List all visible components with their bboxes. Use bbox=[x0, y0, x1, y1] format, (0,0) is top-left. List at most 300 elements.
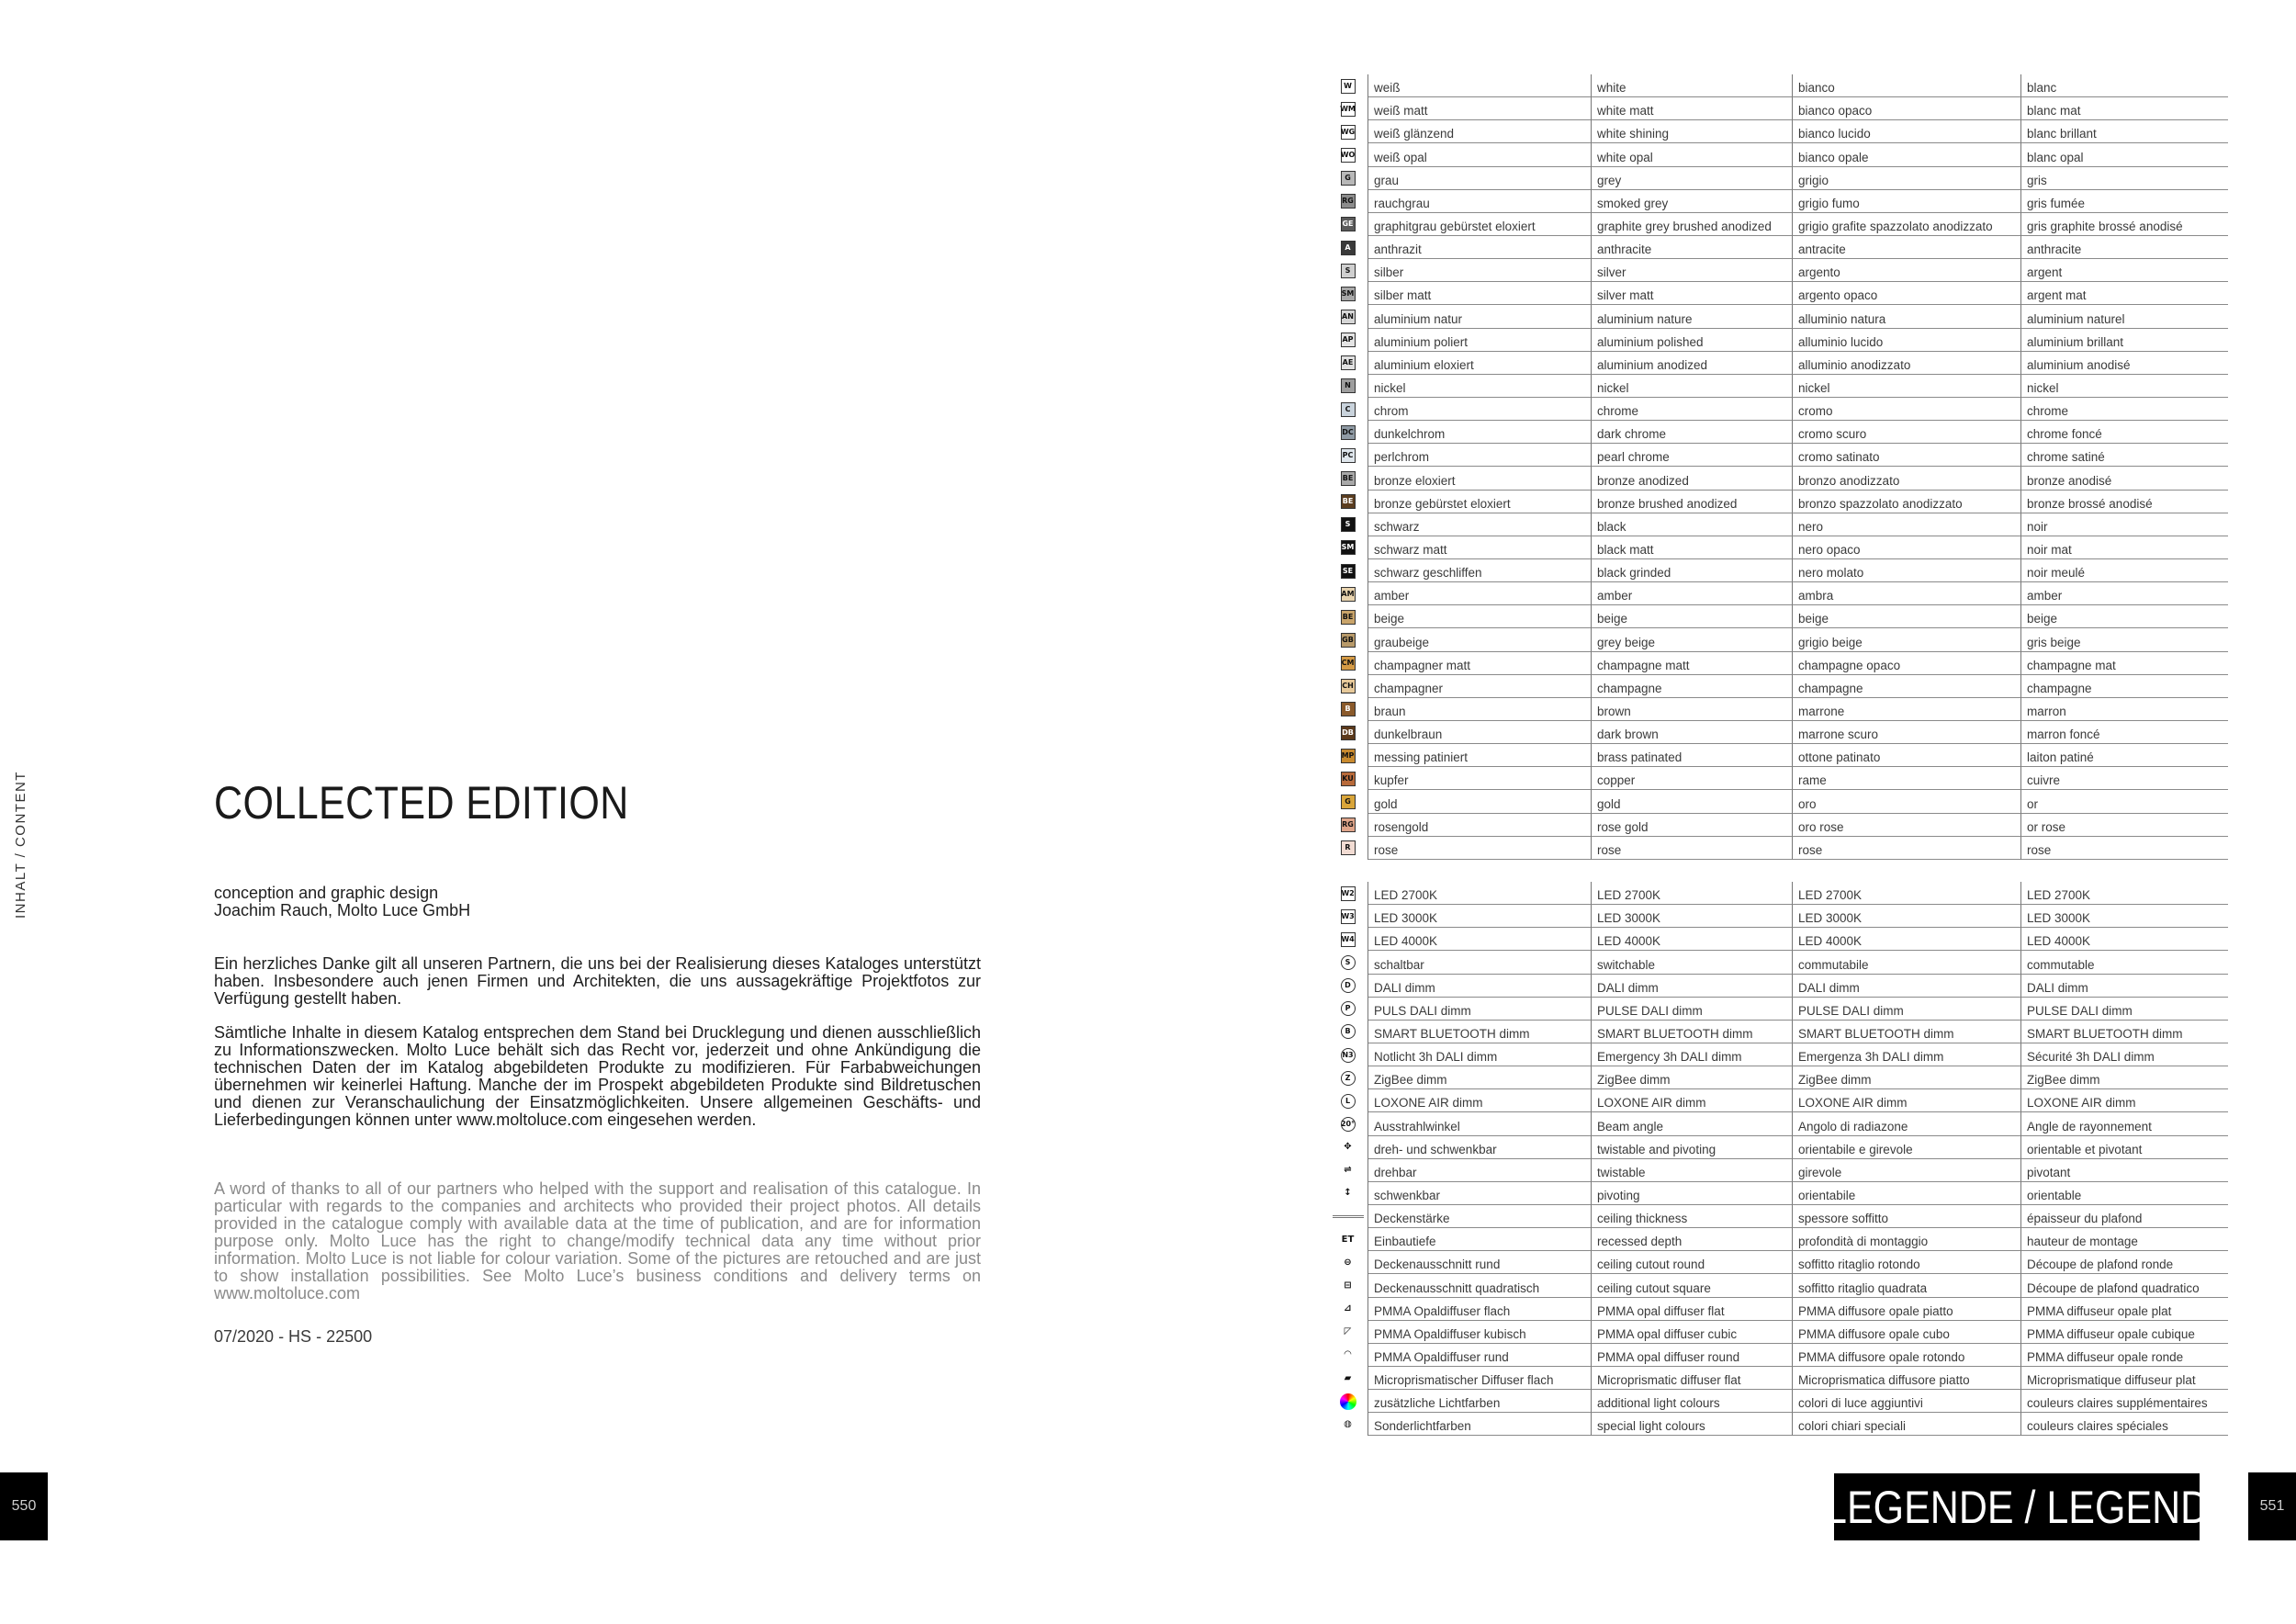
legend-de-label: gold bbox=[1368, 790, 1592, 813]
legend-en-label: pivoting bbox=[1592, 1182, 1793, 1205]
legend-icon-cell bbox=[1328, 1344, 1368, 1367]
legend-en-label: rose gold bbox=[1592, 814, 1793, 837]
legend-fr-label: gris fumée bbox=[2021, 190, 2228, 213]
legend-fr-label: aluminium naturel bbox=[2021, 305, 2228, 328]
legend-it-label: marrone scuro bbox=[1793, 721, 2021, 744]
legend-row bbox=[1328, 1112, 2228, 1135]
color-swatch-icon: KU bbox=[1341, 772, 1356, 786]
legend-fr-label: gris graphite brossé anodisé bbox=[2021, 213, 2228, 236]
legend-row bbox=[1328, 1021, 2228, 1043]
legend-icon-cell bbox=[1328, 120, 1368, 143]
legend-it-label: grigio beige bbox=[1793, 628, 2021, 651]
legend-row bbox=[1328, 882, 2228, 905]
legend-fr-label: noir meulé bbox=[2021, 559, 2228, 582]
legend-row bbox=[1328, 190, 2228, 213]
legend-it-label: LED 2700K bbox=[1793, 882, 2021, 905]
legend-de-label: schaltbar bbox=[1368, 951, 1592, 974]
legend-de-label: messing patiniert bbox=[1368, 744, 1592, 767]
legend-icon-cell bbox=[1328, 513, 1368, 536]
legend-it-label: grigio fumo bbox=[1793, 190, 2021, 213]
legend-fr-label: rose bbox=[2021, 837, 2228, 860]
legend-icon-cell bbox=[1328, 97, 1368, 120]
legend-fr-label: blanc opal bbox=[2021, 143, 2228, 166]
legend-it-label: nero opaco bbox=[1793, 536, 2021, 559]
legend-fr-label: nickel bbox=[2021, 375, 2228, 398]
color-swatch-icon: A bbox=[1341, 241, 1356, 255]
legend-title-box bbox=[1824, 1473, 2210, 1540]
legend-row bbox=[1328, 467, 2228, 490]
feature-icon: W4 bbox=[1341, 932, 1356, 947]
legend-icon-cell bbox=[1328, 814, 1368, 837]
color-swatch-icon: SM bbox=[1341, 540, 1356, 555]
legend-row bbox=[1328, 491, 2228, 513]
legend-en-label: twistable bbox=[1592, 1159, 1793, 1182]
legend-fr-label: amber bbox=[2021, 582, 2228, 605]
legend-row bbox=[1328, 74, 2228, 97]
legend-it-label: grigio bbox=[1793, 167, 2021, 190]
legend-it-label: PULSE DALI dimm bbox=[1793, 998, 2021, 1021]
legend-fr-label: noir bbox=[2021, 513, 2228, 536]
feature-icon: ↕ bbox=[1338, 1186, 1358, 1201]
legend-fr-label: blanc bbox=[2021, 74, 2228, 97]
legend-fr-label: épaisseur du plafond bbox=[2021, 1205, 2228, 1228]
color-swatch-icon: G bbox=[1341, 795, 1356, 809]
credit-line-1: conception and graphic design bbox=[214, 884, 439, 902]
feature-icon: S bbox=[1341, 955, 1356, 970]
legend-fr-label: commutable bbox=[2021, 951, 2228, 974]
legend-en-label: champagne bbox=[1592, 675, 1793, 698]
legend-de-label: beige bbox=[1368, 605, 1592, 628]
legend-icon-cell bbox=[1328, 1251, 1368, 1274]
legend-it-label: nickel bbox=[1793, 375, 2021, 398]
edition-code: 07/2020 - HS - 22500 bbox=[214, 1327, 373, 1346]
legend-icon-cell bbox=[1328, 167, 1368, 190]
legend-it-label: girevole bbox=[1793, 1159, 2021, 1182]
legend-de-label: schwarz geschliffen bbox=[1368, 559, 1592, 582]
color-swatch-icon: PC bbox=[1341, 448, 1356, 463]
legend-en-label: Microprismatic diffuser flat bbox=[1592, 1367, 1793, 1390]
legend-it-label: SMART BLUETOOTH dimm bbox=[1793, 1021, 2021, 1043]
legend-en-label: ZigBee dimm bbox=[1592, 1066, 1793, 1089]
legend-it-label: argento opaco bbox=[1793, 282, 2021, 305]
color-swatch-icon: WM bbox=[1341, 102, 1356, 117]
legend-en-label: aluminium anodized bbox=[1592, 352, 1793, 375]
legend-icon-cell bbox=[1328, 882, 1368, 905]
legend-de-label: weiß glänzend bbox=[1368, 120, 1592, 143]
legend-row bbox=[1328, 582, 2228, 605]
legend-de-label: LED 3000K bbox=[1368, 905, 1592, 928]
legend-fr-label: marron bbox=[2021, 698, 2228, 721]
legend-en-label: additional light colours bbox=[1592, 1390, 1793, 1413]
legend-fr-label: gris beige bbox=[2021, 628, 2228, 651]
legend-icon-cell bbox=[1328, 1321, 1368, 1344]
legend-icon-cell bbox=[1328, 143, 1368, 166]
legend-it-label: soffitto ritaglio quadrata bbox=[1793, 1274, 2021, 1297]
legend-fr-label: beige bbox=[2021, 605, 2228, 628]
page-number-right: 551 bbox=[2248, 1472, 2296, 1540]
color-swatch-icon: BE bbox=[1341, 610, 1356, 625]
legend-it-label: LED 3000K bbox=[1793, 905, 2021, 928]
legend-de-label: kupfer bbox=[1368, 767, 1592, 790]
legend-icon-cell bbox=[1328, 282, 1368, 305]
legend-icon-cell bbox=[1328, 1021, 1368, 1043]
legend-it-label: antracite bbox=[1793, 236, 2021, 259]
legend-it-label: PMMA diffusore opale cubo bbox=[1793, 1321, 2021, 1344]
legend-de-label: silber bbox=[1368, 259, 1592, 282]
legend-fr-label: couleurs claires spéciales bbox=[2021, 1413, 2228, 1436]
feature-icon: ET bbox=[1338, 1233, 1358, 1247]
legend-row bbox=[1328, 398, 2228, 421]
legend-en-label: SMART BLUETOOTH dimm bbox=[1592, 1021, 1793, 1043]
legend-fr-label: champagne bbox=[2021, 675, 2228, 698]
legend-row bbox=[1328, 444, 2228, 467]
legend-en-label: twistable and pivoting bbox=[1592, 1136, 1793, 1159]
legend-it-label: rame bbox=[1793, 767, 2021, 790]
legend-it-label: bronzo anodizzato bbox=[1793, 467, 2021, 490]
legend-fr-label: LED 2700K bbox=[2021, 882, 2228, 905]
legend-row bbox=[1328, 605, 2228, 628]
legend-icon-cell bbox=[1328, 1182, 1368, 1205]
legend-fr-label: chrome satiné bbox=[2021, 444, 2228, 467]
legend-it-label: ottone patinato bbox=[1793, 744, 2021, 767]
legend-fr-label: bronze brossé anodisé bbox=[2021, 491, 2228, 513]
legend-en-label: white shining bbox=[1592, 120, 1793, 143]
legend-icon-cell bbox=[1328, 236, 1368, 259]
legend-icon-cell bbox=[1328, 698, 1368, 721]
legend-en-label: ceiling thickness bbox=[1592, 1205, 1793, 1228]
legend-de-label: chrom bbox=[1368, 398, 1592, 421]
legend-row bbox=[1328, 1136, 2228, 1159]
legend-de-label: Notlicht 3h DALI dimm bbox=[1368, 1043, 1592, 1066]
legend-en-label: copper bbox=[1592, 767, 1793, 790]
legend-de-label: ZigBee dimm bbox=[1368, 1066, 1592, 1089]
color-swatch-icon: DC bbox=[1341, 425, 1356, 440]
legend-en-label: LED 2700K bbox=[1592, 882, 1793, 905]
legend-row bbox=[1328, 1089, 2228, 1112]
legend-en-label: amber bbox=[1592, 582, 1793, 605]
legend-icon-cell bbox=[1328, 74, 1368, 97]
legend-row bbox=[1328, 652, 2228, 675]
legend-it-label: LOXONE AIR dimm bbox=[1793, 1089, 2021, 1112]
color-swatch-icon: B bbox=[1341, 702, 1356, 716]
legend-de-label: weiß matt bbox=[1368, 97, 1592, 120]
legend-de-label: rose bbox=[1368, 837, 1592, 860]
legend-en-label: aluminium polished bbox=[1592, 329, 1793, 352]
legend-it-label: bianco bbox=[1793, 74, 2021, 97]
legend-en-label: bronze brushed anodized bbox=[1592, 491, 1793, 513]
legend-icon-cell bbox=[1328, 467, 1368, 490]
legend-de-label: Microprismatischer Diffuser flach bbox=[1368, 1367, 1592, 1390]
color-swatch-icon: SE bbox=[1341, 564, 1356, 579]
legend-icon-cell bbox=[1328, 582, 1368, 605]
legend-fr-label: aluminium brillant bbox=[2021, 329, 2228, 352]
legend-it-label: ambra bbox=[1793, 582, 2021, 605]
legend-de-label: Deckenausschnitt quadratisch bbox=[1368, 1274, 1592, 1297]
color-swatch-icon: AN bbox=[1341, 310, 1356, 324]
legend-de-label: aluminium natur bbox=[1368, 305, 1592, 328]
legend-en-label: black matt bbox=[1592, 536, 1793, 559]
legend-row bbox=[1328, 1344, 2228, 1367]
legend-en-label: recessed depth bbox=[1592, 1228, 1793, 1251]
legend-de-label: schwarz matt bbox=[1368, 536, 1592, 559]
color-swatch-icon: C bbox=[1341, 402, 1356, 417]
legend-fr-label: champagne mat bbox=[2021, 652, 2228, 675]
legend-it-label: oro rose bbox=[1793, 814, 2021, 837]
color-swatch-icon: DB bbox=[1341, 726, 1356, 740]
color-swatch-icon: CM bbox=[1341, 656, 1356, 671]
legend-fr-label: or bbox=[2021, 790, 2228, 813]
legend-de-label: rauchgrau bbox=[1368, 190, 1592, 213]
legend-icon-cell bbox=[1328, 559, 1368, 582]
legend-de-label: PMMA Opaldiffuser rund bbox=[1368, 1344, 1592, 1367]
legend-it-label: colori di luce aggiuntivi bbox=[1793, 1390, 2021, 1413]
legend-row bbox=[1328, 1413, 2228, 1436]
legend-de-label: schwenkbar bbox=[1368, 1182, 1592, 1205]
color-swatch-icon: WG bbox=[1341, 125, 1356, 140]
legend-icon-cell bbox=[1328, 1228, 1368, 1251]
legend-icon-cell bbox=[1328, 790, 1368, 813]
legend-de-label: aluminium eloxiert bbox=[1368, 352, 1592, 375]
feature-icon bbox=[1333, 1215, 1364, 1219]
legend-row bbox=[1328, 1043, 2228, 1066]
legend-fr-label: DALI dimm bbox=[2021, 975, 2228, 998]
legend-icon-cell bbox=[1328, 375, 1368, 398]
legend-en-label: aluminium nature bbox=[1592, 305, 1793, 328]
legend-icon-cell bbox=[1328, 305, 1368, 328]
legend-row bbox=[1328, 951, 2228, 974]
page-number-left: 550 bbox=[0, 1472, 48, 1540]
legend-en-label: chrome bbox=[1592, 398, 1793, 421]
legend-de-label: zusätzliche Lichtfarben bbox=[1368, 1390, 1592, 1413]
legend-icon-cell bbox=[1328, 1136, 1368, 1159]
legend-de-label: schwarz bbox=[1368, 513, 1592, 536]
legend-row bbox=[1328, 167, 2228, 190]
legend-row bbox=[1328, 305, 2228, 328]
legend-fr-label: SMART BLUETOOTH dimm bbox=[2021, 1021, 2228, 1043]
color-swatch-icon: CH bbox=[1341, 679, 1356, 694]
legend-it-label: PMMA diffusore opale rotondo bbox=[1793, 1344, 2021, 1367]
legend-icon-cell bbox=[1328, 1089, 1368, 1112]
legend-de-label: champagner bbox=[1368, 675, 1592, 698]
color-swatch-icon: R bbox=[1341, 840, 1356, 855]
legend-en-label: white opal bbox=[1592, 143, 1793, 166]
legend-en-label: black bbox=[1592, 513, 1793, 536]
legend-icon-cell bbox=[1328, 421, 1368, 444]
legend-de-label: anthrazit bbox=[1368, 236, 1592, 259]
legend-de-label: bronze eloxiert bbox=[1368, 467, 1592, 490]
legend-en-label: black grinded bbox=[1592, 559, 1793, 582]
legend-en-label: special light colours bbox=[1592, 1413, 1793, 1436]
color-swatch-icon: AE bbox=[1341, 355, 1356, 370]
legend-icon-cell bbox=[1328, 1390, 1368, 1413]
color-swatch-icon: GB bbox=[1341, 633, 1356, 648]
legend-row bbox=[1328, 236, 2228, 259]
feature-icon: ✥ bbox=[1338, 1140, 1358, 1155]
legend-icon-cell bbox=[1328, 398, 1368, 421]
legend-icon-cell bbox=[1328, 1066, 1368, 1089]
color-swatch-icon: W bbox=[1341, 79, 1356, 94]
legend-de-label: PMMA Opaldiffuser flach bbox=[1368, 1298, 1592, 1321]
feature-icon: W3 bbox=[1341, 909, 1356, 924]
legend-icon-cell bbox=[1328, 1112, 1368, 1135]
legend-de-label: graphitgrau gebürstet eloxiert bbox=[1368, 213, 1592, 236]
legend-fr-label: Découpe de plafond quadratico bbox=[2021, 1274, 2228, 1297]
legend-it-label: champagne opaco bbox=[1793, 652, 2021, 675]
legend-en-label: switchable bbox=[1592, 951, 1793, 974]
legend-it-label: cromo bbox=[1793, 398, 2021, 421]
color-swatch-icon: BE bbox=[1341, 471, 1356, 486]
legend-row bbox=[1328, 744, 2228, 767]
legend-icon-cell bbox=[1328, 628, 1368, 651]
legend-fr-label: marron foncé bbox=[2021, 721, 2228, 744]
legend-row bbox=[1328, 375, 2228, 398]
legend-de-label: champagner matt bbox=[1368, 652, 1592, 675]
legend-icon-cell bbox=[1328, 536, 1368, 559]
legend-en-label: dark brown bbox=[1592, 721, 1793, 744]
feature-icon: ⊿ bbox=[1338, 1302, 1358, 1316]
legend-row bbox=[1328, 97, 2228, 120]
legend-it-label: Emergenza 3h DALI dimm bbox=[1793, 1043, 2021, 1066]
legend-row bbox=[1328, 1205, 2228, 1228]
legend-icon-cell bbox=[1328, 259, 1368, 282]
feature-icon: ⇌ bbox=[1338, 1163, 1358, 1178]
legend-it-label: DALI dimm bbox=[1793, 975, 2021, 998]
legend-en-label: anthracite bbox=[1592, 236, 1793, 259]
legend-it-label: argento bbox=[1793, 259, 2021, 282]
color-swatch-icon: RG bbox=[1341, 194, 1356, 209]
legend-fr-label: pivotant bbox=[2021, 1159, 2228, 1182]
legend-de-label: amber bbox=[1368, 582, 1592, 605]
legend-de-label: LED 4000K bbox=[1368, 928, 1592, 951]
color-swatch-icon: SM bbox=[1341, 287, 1356, 301]
legend-en-label: pearl chrome bbox=[1592, 444, 1793, 467]
legend-row bbox=[1328, 837, 2228, 860]
legend-fr-label: PMMA diffuseur opale plat bbox=[2021, 1298, 2228, 1321]
legend-fr-label: PULSE DALI dimm bbox=[2021, 998, 2228, 1021]
feature-icon: N3 bbox=[1341, 1048, 1356, 1063]
color-swatch-icon: S bbox=[1341, 264, 1356, 278]
legend-icon-cell bbox=[1328, 213, 1368, 236]
legend-it-label: cromo scuro bbox=[1793, 421, 2021, 444]
legend-row bbox=[1328, 928, 2228, 951]
legend-row bbox=[1328, 282, 2228, 305]
legend-icon-cell bbox=[1328, 928, 1368, 951]
legend-icon-cell bbox=[1328, 329, 1368, 352]
legend-icon-cell bbox=[1328, 605, 1368, 628]
legend-row bbox=[1328, 698, 2228, 721]
legend-icon-cell bbox=[1328, 1043, 1368, 1066]
legend-en-label: rose bbox=[1592, 837, 1793, 860]
legend-en-label: PULSE DALI dimm bbox=[1592, 998, 1793, 1021]
legend-en-label: LED 4000K bbox=[1592, 928, 1793, 951]
legend-de-label: perlchrom bbox=[1368, 444, 1592, 467]
legend-fr-label: Découpe de plafond ronde bbox=[2021, 1251, 2228, 1274]
legend-fr-label: hauteur de montage bbox=[2021, 1228, 2228, 1251]
legend-fr-label: Angle de rayonnement bbox=[2021, 1112, 2228, 1135]
legend-de-label: drehbar bbox=[1368, 1159, 1592, 1182]
legend-it-label: alluminio anodizzato bbox=[1793, 352, 2021, 375]
legend-fr-label: Sécurité 3h DALI dimm bbox=[2021, 1043, 2228, 1066]
legend-fr-label: anthracite bbox=[2021, 236, 2228, 259]
legend-row bbox=[1328, 905, 2228, 928]
legend-de-label: nickel bbox=[1368, 375, 1592, 398]
legend-it-label: alluminio natura bbox=[1793, 305, 2021, 328]
legend-it-label: commutabile bbox=[1793, 951, 2021, 974]
legend-icon-cell bbox=[1328, 721, 1368, 744]
legend-fr-label: or rose bbox=[2021, 814, 2228, 837]
legend-row bbox=[1328, 1390, 2228, 1413]
legend-fr-label: PMMA diffuseur opale ronde bbox=[2021, 1344, 2228, 1367]
german-disclaimer-paragraph: Sämtliche Inhalte in diesem Katalog entsprechen dem Stand bei Drucklegung und dienen ausschließlich zu Informationszwecken. Molto Luce behält sich das Recht vor, jederzeit und ohne Ankündigung die technischen Daten der im Katalog abgebildeten Produkte zu modifizieren. Für Farbabweichungen übernehmen wir keinerlei Haftung. Manche der im Prospekt abgebildeten Produkte sind Bildretuschen und dienen zur Veranschaulichung der Einsatzmöglichkeiten. Unsere allgemeinen Geschäfts- und Lieferbedingungen können unter www.moltoluce.com eingesehen werden. bbox=[214, 1023, 981, 1129]
legend-row bbox=[1328, 767, 2228, 790]
legend-icon-cell bbox=[1328, 652, 1368, 675]
legend-en-label: grey bbox=[1592, 167, 1793, 190]
legend-it-label: LED 4000K bbox=[1793, 928, 2021, 951]
legend-row bbox=[1328, 513, 2228, 536]
legend-row bbox=[1328, 1367, 2228, 1390]
legend-de-label: dunkelbraun bbox=[1368, 721, 1592, 744]
legend-de-label: Ausstrahlwinkel bbox=[1368, 1112, 1592, 1135]
legend-icon-cell bbox=[1328, 1298, 1368, 1321]
legend-de-label: PMMA Opaldiffuser kubisch bbox=[1368, 1321, 1592, 1344]
legend-row bbox=[1328, 120, 2228, 143]
legend-row bbox=[1328, 721, 2228, 744]
legend-icon-cell bbox=[1328, 951, 1368, 974]
legend-row bbox=[1328, 975, 2228, 998]
legend-row bbox=[1328, 814, 2228, 837]
legend-title: LEGENDE / LEGEND bbox=[1824, 1481, 2210, 1533]
legend-de-label: rosengold bbox=[1368, 814, 1592, 837]
legend-fr-label: LED 4000K bbox=[2021, 928, 2228, 951]
legend-de-label: DALI dimm bbox=[1368, 975, 1592, 998]
legend-fr-label: PMMA diffuseur opale cubique bbox=[2021, 1321, 2228, 1344]
legend-it-label: orientabile e girevole bbox=[1793, 1136, 2021, 1159]
legend-row bbox=[1328, 213, 2228, 236]
legend-en-label: nickel bbox=[1592, 375, 1793, 398]
color-swatch-icon: WO bbox=[1341, 148, 1356, 163]
legend-icon-cell bbox=[1328, 675, 1368, 698]
legend-fr-label: orientable bbox=[2021, 1182, 2228, 1205]
feature-icon: W2 bbox=[1341, 886, 1356, 901]
legend-en-label: white bbox=[1592, 74, 1793, 97]
legend-de-label: dunkelchrom bbox=[1368, 421, 1592, 444]
legend-fr-label: gris bbox=[2021, 167, 2228, 190]
legend-fr-label: laiton patiné bbox=[2021, 744, 2228, 767]
legend-de-label: Einbautiefe bbox=[1368, 1228, 1592, 1251]
legend-icon-cell bbox=[1328, 1413, 1368, 1436]
legend-de-label: Sonderlichtfarben bbox=[1368, 1413, 1592, 1436]
legend-de-label: LED 2700K bbox=[1368, 882, 1592, 905]
legend-row bbox=[1328, 1251, 2228, 1274]
legend-icon-cell bbox=[1328, 905, 1368, 928]
legend-en-label: gold bbox=[1592, 790, 1793, 813]
legend-row bbox=[1328, 559, 2228, 582]
legend-it-label: marrone bbox=[1793, 698, 2021, 721]
legend-it-label: ZigBee dimm bbox=[1793, 1066, 2021, 1089]
legend-en-label: dark chrome bbox=[1592, 421, 1793, 444]
legend-de-label: silber matt bbox=[1368, 282, 1592, 305]
legend-row bbox=[1328, 329, 2228, 352]
legend-row bbox=[1328, 628, 2228, 651]
german-thanks-paragraph: Ein herzliches Danke gilt all unseren Partnern, die uns bei der Realisierung dieses Kataloges unterstützt haben. Insbesondere auch jenen Firmen und Architekten, die uns aussagekräftige Projektfotos zur Verfügung gestellt haben. bbox=[214, 954, 981, 1008]
legend-row bbox=[1328, 1321, 2228, 1344]
legend-row bbox=[1328, 1298, 2228, 1321]
legend-en-label: Emergency 3h DALI dimm bbox=[1592, 1043, 1793, 1066]
legend-row bbox=[1328, 1274, 2228, 1297]
legend-en-label: brown bbox=[1592, 698, 1793, 721]
legend-fr-label: argent bbox=[2021, 259, 2228, 282]
legend-de-label: bronze gebürstet eloxiert bbox=[1368, 491, 1592, 513]
